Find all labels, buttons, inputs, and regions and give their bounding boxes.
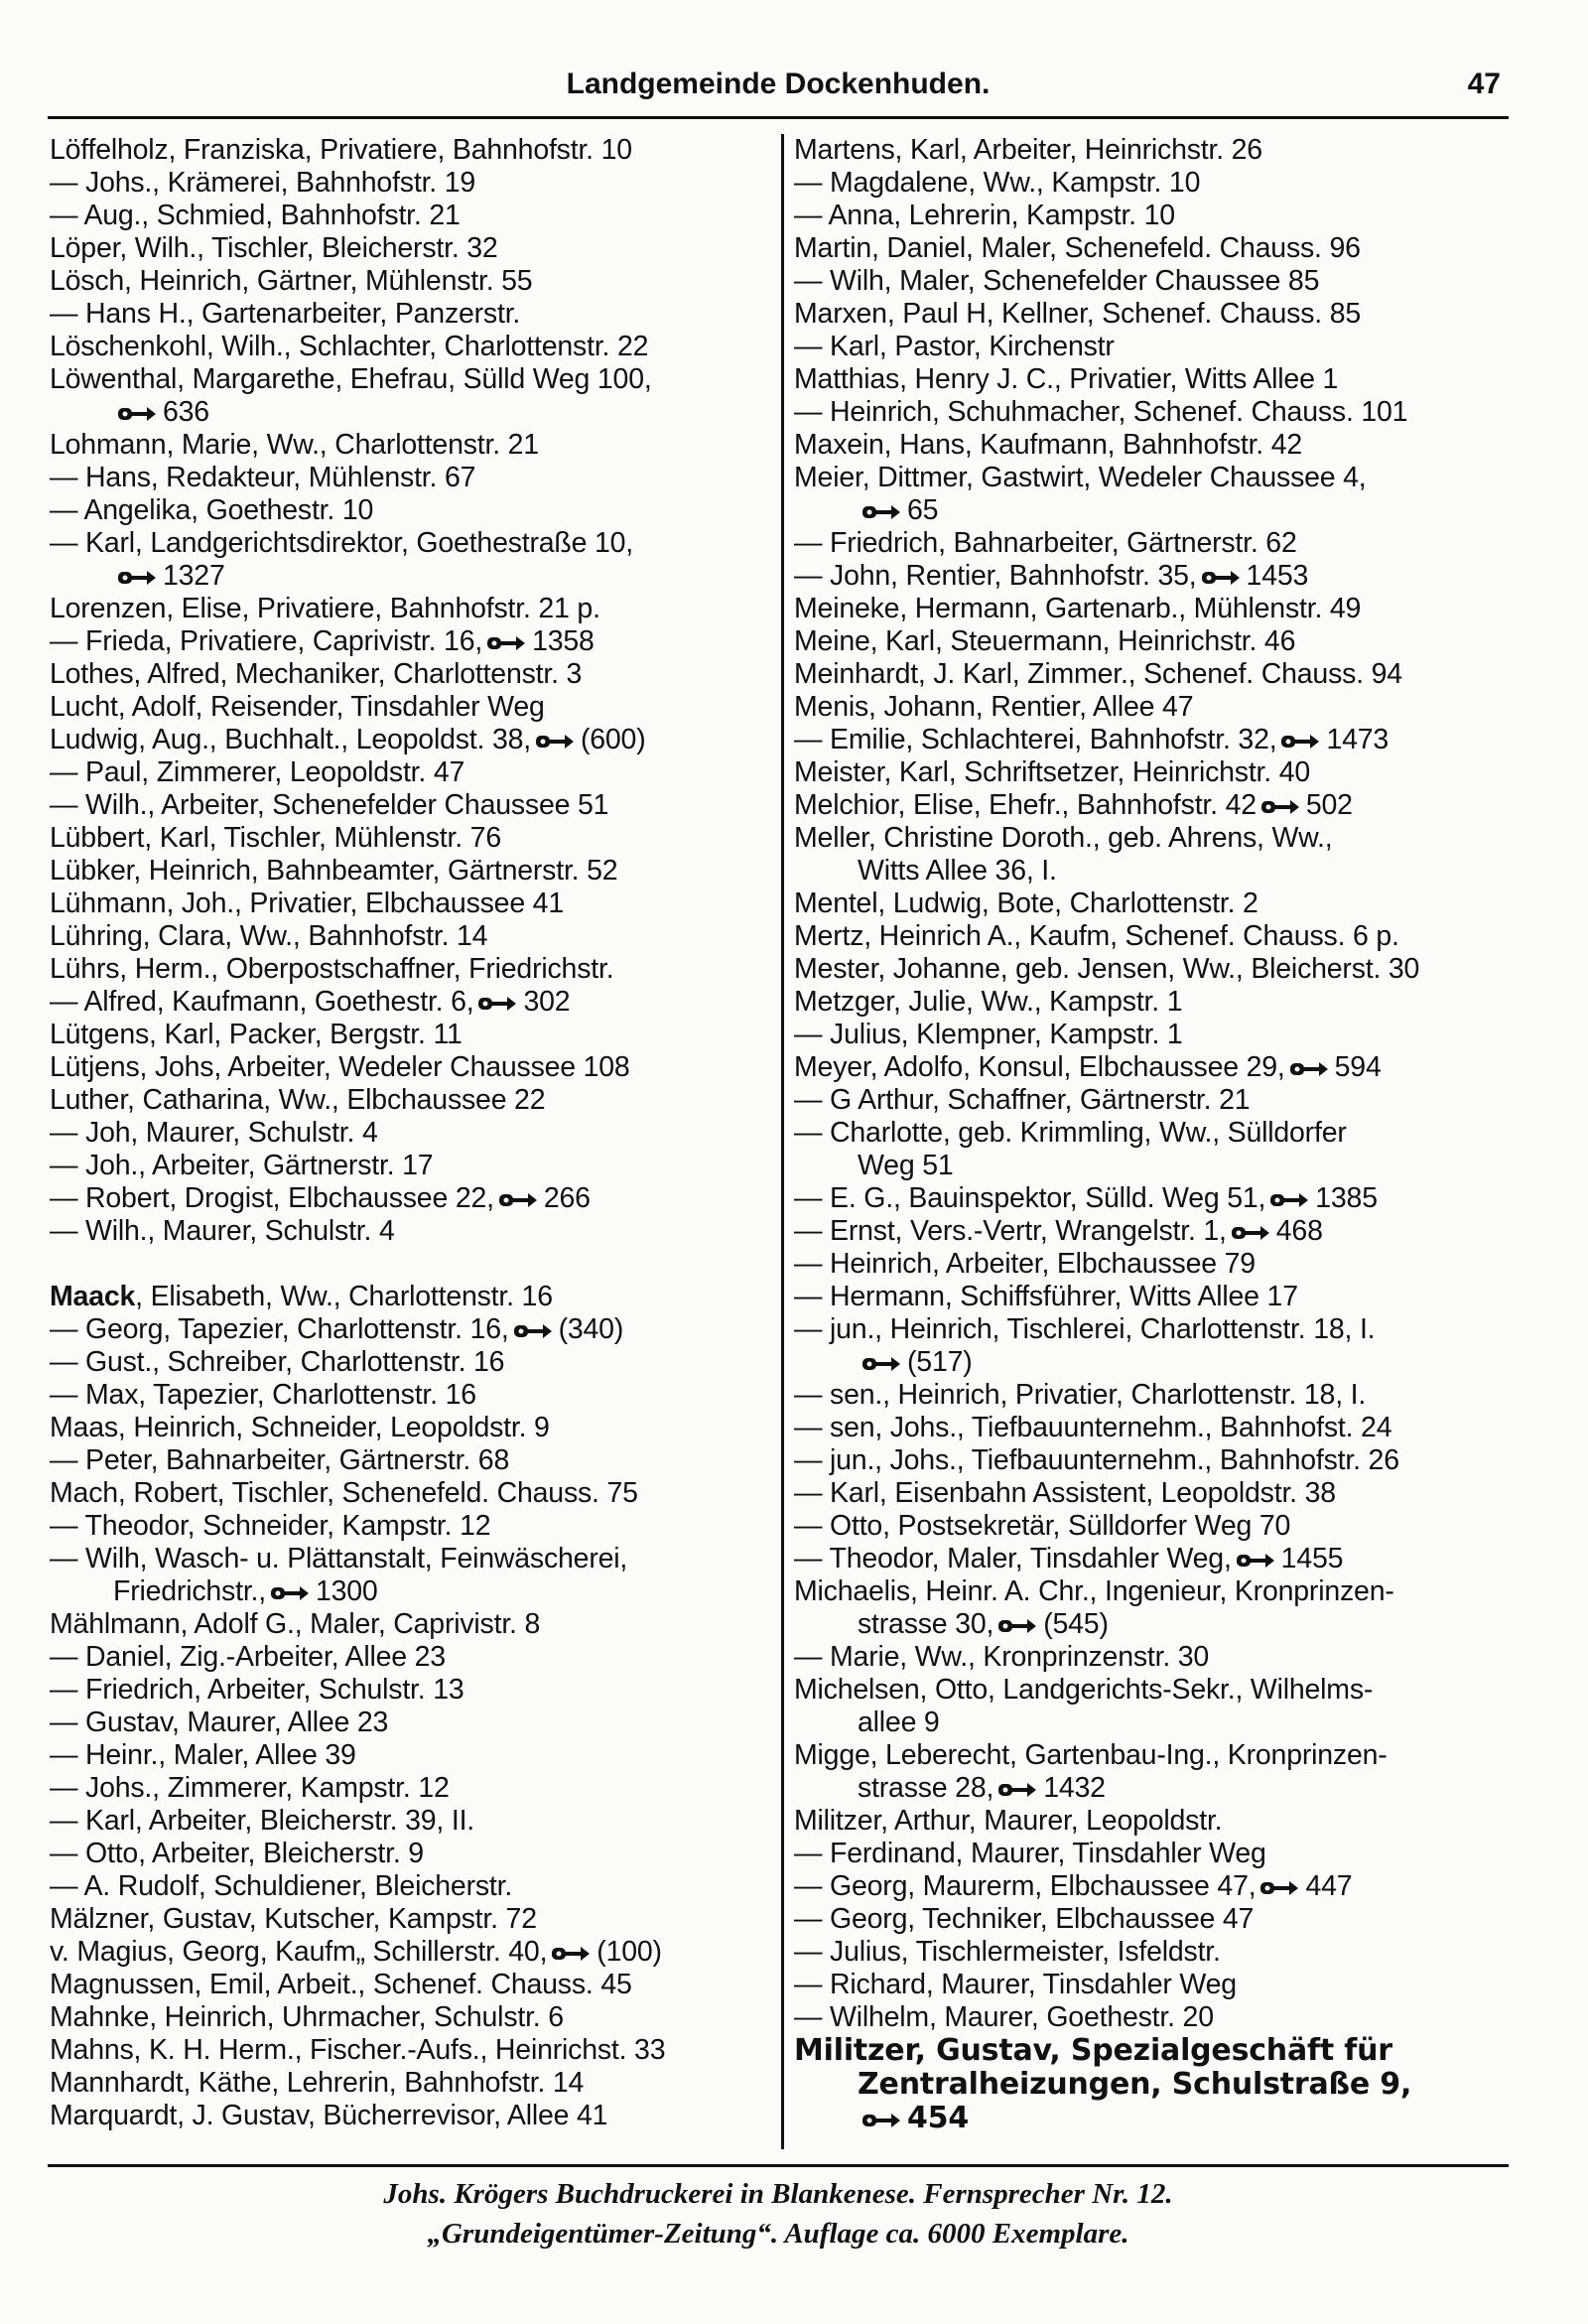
directory-entry bbox=[50, 167, 774, 200]
entry-text: Matthias, Henry J. C., Privatier, Witts Allee 1 bbox=[794, 363, 1339, 395]
entry-text: — Anna, Lehrerin, Kampstr. 10 bbox=[794, 200, 1175, 231]
entry-text: — Daniel, Zig.-Arbeiter, Allee 23 bbox=[50, 1641, 446, 1673]
entry-text: — Angelika, Goethestr. 10 bbox=[50, 494, 374, 526]
entry-text: — Otto, Arbeiter, Bleicherstr. 9 bbox=[50, 1838, 424, 1869]
telephone-icon bbox=[1201, 568, 1241, 588]
directory-entry bbox=[50, 888, 774, 920]
directory-entry bbox=[794, 2001, 1538, 2034]
directory-entry bbox=[794, 1182, 1538, 1215]
directory-entry bbox=[794, 167, 1538, 200]
directory-entry bbox=[50, 1051, 774, 1084]
telephone-icon bbox=[861, 502, 901, 522]
directory-entry bbox=[794, 494, 1538, 527]
directory-entry bbox=[50, 2067, 774, 2100]
phone-number: (517) bbox=[907, 1346, 973, 1378]
entry-text: Lübbert, Karl, Tischler, Mühlenstr. 76 bbox=[50, 822, 501, 854]
directory-entry bbox=[50, 200, 774, 232]
directory-entry bbox=[794, 789, 1538, 822]
entry-text: — Heinr., Maler, Allee 39 bbox=[50, 1739, 356, 1771]
entry-text: Meller, Christine Doroth., geb. Ahrens, Ww., bbox=[794, 822, 1333, 854]
directory-entry bbox=[50, 1117, 774, 1150]
directory-entry bbox=[50, 756, 774, 789]
entry-text: — A. Rudolf, Schuldiener, Bleicherstr. bbox=[50, 1870, 513, 1902]
directory-entry bbox=[50, 134, 774, 167]
directory-entry bbox=[50, 1608, 774, 1641]
directory-entry bbox=[50, 396, 774, 429]
directory-entry bbox=[50, 691, 774, 724]
directory-entry bbox=[50, 429, 774, 462]
directory-entry bbox=[50, 658, 774, 691]
entry-text: Mester, Johanne, geb. Jensen, Ww., Bleicherst. 30 bbox=[794, 953, 1420, 985]
entry-text: Lührs, Herm., Oberpostschaffner, Friedrichstr. bbox=[50, 953, 614, 985]
entry-text: Maack, Elisabeth, Ww., Charlottenstr. 16 bbox=[50, 1281, 553, 1312]
advertisement bbox=[794, 2034, 1538, 2135]
section-gap bbox=[50, 1248, 774, 1281]
entry-text: — jun., Johs., Tiefbauunternehm., Bahnhofstr. 26 bbox=[794, 1444, 1399, 1476]
directory-entry bbox=[50, 1510, 774, 1543]
entry-text: Ludwig, Aug., Buchhalt., Leopoldst. 38, bbox=[50, 724, 531, 755]
directory-entry bbox=[50, 2001, 774, 2034]
entry-text: Menis, Johann, Rentier, Allee 47 bbox=[794, 691, 1194, 723]
printer-footer bbox=[48, 2174, 1509, 2254]
telephone-icon bbox=[861, 1354, 901, 1374]
entry-text: — Johs., Krämerei, Bahnhofstr. 19 bbox=[50, 167, 476, 199]
directory-entry bbox=[794, 724, 1538, 756]
entry-text: Lothes, Alfred, Mechaniker, Charlottenstr. 3 bbox=[50, 658, 583, 690]
entry-text: Löffelholz, Franziska, Privatiere, Bahnhofstr. 10 bbox=[50, 134, 632, 166]
entry-text: strasse 28, bbox=[858, 1772, 994, 1804]
directory-entry bbox=[794, 1936, 1538, 1969]
entry-text: Lühmann, Joh., Privatier, Elbchaussee 41 bbox=[50, 888, 564, 919]
telephone-icon bbox=[997, 1780, 1037, 1800]
directory-entry bbox=[50, 1412, 774, 1444]
directory-entry bbox=[794, 1281, 1538, 1313]
ad-line-1: Militzer, Gustav, Spezialgeschäft für bbox=[794, 2033, 1392, 2068]
directory-entry bbox=[794, 298, 1538, 331]
telephone-icon bbox=[997, 1616, 1037, 1636]
directory-entry bbox=[794, 691, 1538, 724]
entry-text: Lohmann, Marie, Ww., Charlottenstr. 21 bbox=[50, 429, 539, 461]
entry-text: Lübker, Heinrich, Bahnbeamter, Gärtnerstr. 52 bbox=[50, 855, 618, 887]
entry-text: Martin, Daniel, Maler, Schenefeld. Chauss. 96 bbox=[794, 232, 1361, 264]
entry-text: — Wilh, Wasch- u. Plättanstalt, Feinwäscherei, bbox=[50, 1543, 628, 1574]
entry-text: — Julius, Tischlermeister, Isfeldstr. bbox=[794, 1936, 1221, 1968]
directory-entry bbox=[50, 1870, 774, 1903]
telephone-icon bbox=[486, 633, 526, 653]
directory-entry bbox=[794, 1543, 1538, 1575]
directory-entry bbox=[50, 1281, 774, 1313]
entry-text: Meinhardt, J. Karl, Zimmer., Schenef. Chauss. 94 bbox=[794, 658, 1402, 690]
entry-text: — Max, Tapezier, Charlottenstr. 16 bbox=[50, 1379, 476, 1411]
directory-entry bbox=[50, 1313, 774, 1346]
directory-entry bbox=[50, 1969, 774, 2001]
page-number: 47 bbox=[1467, 68, 1501, 100]
telephone-icon bbox=[117, 568, 157, 588]
entry-text: — Joh, Maurer, Schulstr. 4 bbox=[50, 1117, 378, 1149]
entry-text: — Georg, Techniker, Elbchaussee 47 bbox=[794, 1903, 1255, 1935]
directory-entry bbox=[794, 1510, 1538, 1543]
phone-number: 1473 bbox=[1326, 724, 1390, 755]
directory-entry bbox=[50, 1838, 774, 1870]
entry-text: Melchior, Elise, Ehefr., Bahnhofstr. 42 bbox=[794, 789, 1257, 821]
entry-text: — G Arthur, Schaffner, Gärtnerstr. 21 bbox=[794, 1084, 1251, 1116]
entry-text: Mälzner, Gustav, Kutscher, Kampstr. 72 bbox=[50, 1903, 537, 1935]
directory-entry bbox=[50, 1379, 774, 1412]
entry-text: — Hans, Redakteur, Mühlenstr. 67 bbox=[50, 462, 476, 493]
directory-entry bbox=[794, 920, 1538, 953]
entry-text: Löschenkohl, Wilh., Schlachter, Charlottenstr. 22 bbox=[50, 331, 649, 362]
directory-entry bbox=[794, 1838, 1538, 1870]
directory-entry bbox=[50, 1346, 774, 1379]
directory-entry bbox=[50, 1084, 774, 1117]
directory-entry bbox=[794, 429, 1538, 462]
entry-text: — Magdalene, Ww., Kampstr. 10 bbox=[794, 167, 1201, 199]
entry-text: Meier, Dittmer, Gastwirt, Wedeler Chaussee 4, bbox=[794, 462, 1367, 493]
entry-text: — Ernst, Vers.-Vertr, Wrangelstr. 1, bbox=[794, 1215, 1227, 1247]
entry-text: Meine, Karl, Steuermann, Heinrichstr. 46 bbox=[794, 625, 1296, 657]
phone-number: 468 bbox=[1275, 1215, 1323, 1247]
entry-text: Mahnke, Heinrich, Uhrmacher, Schulstr. 6 bbox=[50, 2001, 564, 2033]
entry-text: — Theodor, Schneider, Kampstr. 12 bbox=[50, 1510, 491, 1542]
directory-entry bbox=[794, 1379, 1538, 1412]
telephone-icon bbox=[535, 732, 575, 752]
right-column bbox=[794, 134, 1538, 2135]
directory-entry bbox=[50, 363, 774, 396]
directory-entry bbox=[50, 494, 774, 527]
directory-entry bbox=[50, 1674, 774, 1707]
directory-entry bbox=[50, 986, 774, 1019]
header-rule bbox=[48, 116, 1509, 119]
entry-text: — sen., Heinrich, Privatier, Charlottenstr. 18, I. bbox=[794, 1379, 1367, 1411]
entry-text: — jun., Heinrich, Tischlerei, Charlottenstr. 18, I. bbox=[794, 1313, 1376, 1345]
ad-line-2: Zentralheizungen, Schulstraße 9, bbox=[858, 2067, 1412, 2102]
entry-text: Lühring, Clara, Ww., Bahnhofstr. 14 bbox=[50, 920, 488, 952]
directory-entry bbox=[794, 1674, 1538, 1707]
entry-text: — E. G., Bauinspektor, Sülld. Weg 51, bbox=[794, 1182, 1266, 1214]
telephone-icon bbox=[1280, 732, 1320, 752]
entry-text: — Hermann, Schiffsführer, Witts Allee 17 bbox=[794, 1281, 1298, 1312]
phone-number: (100) bbox=[596, 1936, 662, 1968]
directory-entry bbox=[50, 462, 774, 494]
telephone-icon bbox=[1259, 1878, 1299, 1898]
entry-text: Luther, Catharina, Ww., Elbchaussee 22 bbox=[50, 1084, 546, 1116]
footer-line-2: „Grundeigentümer-Zeitung“. Auflage ca. 6000 Exemplare. bbox=[427, 2218, 1129, 2250]
directory-entry bbox=[50, 789, 774, 822]
entry-text: — Paul, Zimmerer, Leopoldstr. 47 bbox=[50, 756, 465, 788]
footer-rule bbox=[48, 2164, 1509, 2167]
entry-text: — Friedrich, Arbeiter, Schulstr. 13 bbox=[50, 1674, 464, 1706]
entry-text: Friedrichstr., bbox=[113, 1575, 266, 1607]
entry-text: — Frieda, Privatiere, Caprivistr. 16, bbox=[50, 625, 483, 657]
directory-entry bbox=[50, 1739, 774, 1772]
directory-entry bbox=[794, 560, 1538, 593]
entry-text: — Georg, Tapezier, Charlottenstr. 16, bbox=[50, 1313, 509, 1345]
directory-entry bbox=[50, 2100, 774, 2132]
directory-entry bbox=[50, 1150, 774, 1182]
entry-text: Mertz, Heinrich A., Kaufm, Schenef. Chauss. 6 p. bbox=[794, 920, 1399, 952]
entry-text: — Karl, Eisenbahn Assistent, Leopoldstr. 38 bbox=[794, 1477, 1336, 1509]
phone-number: (545) bbox=[1043, 1608, 1109, 1640]
entry-text: Lütgens, Karl, Packer, Bergstr. 11 bbox=[50, 1019, 463, 1050]
phone-number: 1300 bbox=[315, 1575, 378, 1607]
telephone-icon bbox=[498, 1190, 538, 1210]
entry-text: Löper, Wilh., Tischler, Bleicherstr. 32 bbox=[50, 232, 498, 264]
directory-entry bbox=[794, 1575, 1538, 1608]
phone-number: 302 bbox=[523, 986, 571, 1018]
entry-text: — Wilh., Arbeiter, Schenefelder Chaussee 51 bbox=[50, 789, 609, 821]
entry-text: — Aug., Schmied, Bahnhofstr. 21 bbox=[50, 200, 461, 231]
phone-number: 1385 bbox=[1315, 1182, 1378, 1214]
entry-text: Meyer, Adolfo, Konsul, Elbchaussee 29, bbox=[794, 1051, 1285, 1083]
entry-text: — Joh., Arbeiter, Gärtnerstr. 17 bbox=[50, 1150, 434, 1181]
entry-text: Magnussen, Emil, Arbeit., Schenef. Chauss. 45 bbox=[50, 1969, 632, 2000]
directory-entry bbox=[50, 1543, 774, 1575]
directory-entry bbox=[794, 1051, 1538, 1084]
telephone-icon bbox=[117, 404, 157, 424]
directory-entry bbox=[794, 822, 1538, 855]
entry-text: — Wilh., Maurer, Schulstr. 4 bbox=[50, 1215, 395, 1247]
directory-entry bbox=[50, 265, 774, 298]
entry-text: — Marie, Ww., Kronprinzenstr. 30 bbox=[794, 1641, 1210, 1673]
directory-entry bbox=[794, 1477, 1538, 1510]
directory-entry bbox=[50, 920, 774, 953]
left-column bbox=[50, 134, 774, 2132]
phone-number: 65 bbox=[907, 494, 939, 526]
page-title: Landgemeinde Dockenhuden. bbox=[566, 68, 991, 100]
entry-text: Lösch, Heinrich, Gärtner, Mühlenstr. 55 bbox=[50, 265, 533, 297]
entry-text: Mentel, Ludwig, Bote, Charlottenstr. 2 bbox=[794, 888, 1258, 919]
entry-text: Weg 51 bbox=[858, 1150, 954, 1181]
entry-text: Migge, Leberecht, Gartenbau-Ing., Kronprinzen- bbox=[794, 1739, 1388, 1771]
entry-text: Michaelis, Heinr. A. Chr., Ingenieur, Kronprinzen- bbox=[794, 1575, 1394, 1607]
directory-entry bbox=[794, 232, 1538, 265]
directory-entry bbox=[794, 200, 1538, 232]
entry-text: — Georg, Maurerm, Elbchaussee 47, bbox=[794, 1870, 1257, 1902]
directory-entry bbox=[794, 953, 1538, 986]
entry-text: Mahns, K. H. Herm., Fischer.-Aufs., Heinrichst. 33 bbox=[50, 2034, 666, 2066]
phone-number: (600) bbox=[580, 724, 646, 755]
footer-line-1: Johs. Krögers Buchdruckerei in Blankenese. Fernsprecher Nr. 12. bbox=[383, 2178, 1173, 2210]
directory-entry bbox=[50, 1805, 774, 1838]
directory-entry bbox=[794, 1313, 1538, 1346]
entry-text: — Charlotte, geb. Krimmling, Ww., Sülldorfer bbox=[794, 1117, 1347, 1149]
directory-entry bbox=[50, 527, 774, 560]
phone-number: 447 bbox=[1305, 1870, 1353, 1902]
entry-text: — Alfred, Kaufmann, Goethestr. 6, bbox=[50, 986, 474, 1018]
phone-number: (340) bbox=[558, 1313, 624, 1345]
directory-entry bbox=[50, 953, 774, 986]
directory-entry bbox=[794, 888, 1538, 920]
directory-entry bbox=[794, 1248, 1538, 1281]
entry-text: — Richard, Maurer, Tinsdahler Weg bbox=[794, 1969, 1237, 2000]
entry-text: — Heinrich, Schuhmacher, Schenef. Chauss. 101 bbox=[794, 396, 1408, 428]
telephone-icon bbox=[1289, 1059, 1329, 1079]
phone-number: 1432 bbox=[1043, 1772, 1106, 1804]
directory-entry bbox=[794, 1707, 1538, 1739]
entry-text: — Karl, Landgerichtsdirektor, Goethestraße 10, bbox=[50, 527, 634, 559]
directory-entry bbox=[794, 756, 1538, 789]
directory-entry bbox=[794, 1870, 1538, 1903]
directory-entry bbox=[50, 1707, 774, 1739]
entry-text: Marxen, Paul H, Kellner, Schenef. Chauss. 85 bbox=[794, 298, 1362, 330]
directory-entry bbox=[50, 724, 774, 756]
phone-number: 502 bbox=[1305, 789, 1353, 821]
directory-entry bbox=[794, 1969, 1538, 2001]
directory-entry bbox=[794, 265, 1538, 298]
directory-entry bbox=[794, 625, 1538, 658]
directory-entry bbox=[50, 560, 774, 593]
entry-text: Maas, Heinrich, Schneider, Leopoldstr. 9 bbox=[50, 1412, 550, 1443]
entry-text: — Karl, Pastor, Kirchenstr bbox=[794, 331, 1115, 362]
directory-entry bbox=[50, 1444, 774, 1477]
directory-entry bbox=[794, 1739, 1538, 1772]
ad-phone-line bbox=[794, 2102, 1538, 2135]
phone-number: 1455 bbox=[1280, 1543, 1344, 1574]
entry-text: — Ferdinand, Maurer, Tinsdahler Weg bbox=[794, 1838, 1266, 1869]
telephone-icon bbox=[1260, 797, 1300, 817]
entry-text: Mach, Robert, Tischler, Schenefeld. Chauss. 75 bbox=[50, 1477, 638, 1509]
entry-text: — Friedrich, Bahnarbeiter, Gärtnerstr. 62 bbox=[794, 527, 1297, 559]
entry-text: — John, Rentier, Bahnhofstr. 35, bbox=[794, 560, 1197, 592]
ad-phone-number: 454 bbox=[907, 2101, 970, 2135]
entry-text: — Julius, Klempner, Kampstr. 1 bbox=[794, 1019, 1183, 1050]
directory-entry bbox=[794, 363, 1538, 396]
directory-entry bbox=[50, 2034, 774, 2067]
entry-text: Mählmann, Adolf G., Maler, Caprivistr. 8 bbox=[50, 1608, 541, 1640]
entry-text: Mannhardt, Käthe, Lehrerin, Bahnhofstr. 14 bbox=[50, 2067, 585, 2099]
telephone-icon bbox=[1269, 1190, 1309, 1210]
entry-text: Lütjens, Johs, Arbeiter, Wedeler Chaussee 108 bbox=[50, 1051, 630, 1083]
directory-entry bbox=[50, 625, 774, 658]
page-header bbox=[48, 60, 1509, 109]
entry-text: allee 9 bbox=[858, 1707, 940, 1738]
directory-entry bbox=[50, 1772, 774, 1805]
entry-text: — Peter, Bahnarbeiter, Gärtnerstr. 68 bbox=[50, 1444, 510, 1476]
entry-text: Meister, Karl, Schriftsetzer, Heinrichstr. 40 bbox=[794, 756, 1311, 788]
directory-entry bbox=[794, 331, 1538, 363]
directory-entry bbox=[50, 1936, 774, 1969]
entry-text: — Otto, Postsekretär, Sülldorfer Weg 70 bbox=[794, 1510, 1291, 1542]
entry-text: — Heinrich, Arbeiter, Elbchaussee 79 bbox=[794, 1248, 1256, 1280]
directory-entry bbox=[50, 593, 774, 625]
directory-entry bbox=[794, 658, 1538, 691]
entry-text: — Gust., Schreiber, Charlottenstr. 16 bbox=[50, 1346, 505, 1378]
phone-number: 266 bbox=[543, 1182, 591, 1214]
phone-number: 1453 bbox=[1246, 560, 1309, 592]
directory-entry bbox=[794, 1117, 1538, 1150]
entry-text: Meineke, Hermann, Gartenarb., Mühlenstr. 49 bbox=[794, 593, 1362, 624]
entry-text: — Karl, Arbeiter, Bleicherstr. 39, II. bbox=[50, 1805, 474, 1837]
directory-entry bbox=[50, 1019, 774, 1051]
directory-entry bbox=[794, 1608, 1538, 1641]
telephone-icon bbox=[1231, 1223, 1270, 1243]
entry-text: Lucht, Adolf, Reisender, Tinsdahler Weg bbox=[50, 691, 545, 723]
directory-entry bbox=[794, 1019, 1538, 1051]
entry-text: Lorenzen, Elise, Privatiere, Bahnhofstr. 21 p. bbox=[50, 593, 600, 624]
directory-entry bbox=[794, 134, 1538, 167]
phone-number: 594 bbox=[1334, 1051, 1382, 1083]
directory-entry bbox=[50, 331, 774, 363]
directory-entry bbox=[794, 1805, 1538, 1838]
directory-entry bbox=[794, 1084, 1538, 1117]
directory-entry bbox=[50, 1182, 774, 1215]
directory-entry bbox=[794, 462, 1538, 494]
entry-text: — Wilh, Maler, Schenefelder Chaussee 85 bbox=[794, 265, 1320, 297]
telephone-icon bbox=[513, 1321, 553, 1341]
entry-text: Löwenthal, Margarethe, Ehefrau, Sülld Weg 100, bbox=[50, 363, 652, 395]
entry-text: — Hans H., Gartenarbeiter, Panzerstr. bbox=[50, 298, 521, 330]
entry-text: Michelsen, Otto, Landgerichts-Sekr., Wilhelms- bbox=[794, 1674, 1374, 1706]
phone-number: 636 bbox=[163, 396, 209, 428]
entry-text: Metzger, Julie, Ww., Kampstr. 1 bbox=[794, 986, 1183, 1018]
directory-entry bbox=[794, 986, 1538, 1019]
directory-entry bbox=[794, 396, 1538, 429]
directory-entry bbox=[50, 822, 774, 855]
entry-text: Witts Allee 36, I. bbox=[858, 855, 1057, 887]
entry-text: — Johs., Zimmerer, Kampstr. 12 bbox=[50, 1772, 450, 1804]
telephone-icon bbox=[1236, 1551, 1275, 1571]
directory-entry bbox=[50, 298, 774, 331]
entry-text: Martens, Karl, Arbeiter, Heinrichstr. 26 bbox=[794, 134, 1262, 166]
entry-text: v. Magius, Georg, Kaufm„ Schillerstr. 40, bbox=[50, 1936, 548, 1968]
directory-entry bbox=[794, 1444, 1538, 1477]
directory-entry bbox=[794, 855, 1538, 888]
directory-entry bbox=[794, 1412, 1538, 1444]
directory-entry bbox=[794, 527, 1538, 560]
entry-text: — Theodor, Maler, Tinsdahler Weg, bbox=[794, 1543, 1232, 1574]
directory-entry bbox=[794, 1150, 1538, 1182]
column-divider bbox=[781, 134, 784, 2149]
directory-entry bbox=[50, 232, 774, 265]
directory-entry bbox=[50, 1575, 774, 1608]
directory-entry bbox=[50, 1903, 774, 1936]
directory-entry bbox=[50, 855, 774, 888]
entry-text: — Robert, Drogist, Elbchaussee 22, bbox=[50, 1182, 494, 1214]
directory-entry bbox=[794, 1772, 1538, 1805]
entry-text: Maxein, Hans, Kaufmann, Bahnhofstr. 42 bbox=[794, 429, 1303, 461]
entry-text: — Emilie, Schlachterei, Bahnhofstr. 32, bbox=[794, 724, 1277, 755]
directory-entry bbox=[50, 1215, 774, 1248]
directory-entry bbox=[794, 1641, 1538, 1674]
telephone-icon bbox=[861, 2111, 901, 2130]
entry-text: — Gustav, Maurer, Allee 23 bbox=[50, 1707, 389, 1738]
telephone-icon bbox=[270, 1583, 310, 1603]
directory-entry bbox=[794, 1903, 1538, 1936]
directory-entry bbox=[50, 1477, 774, 1510]
entry-text: strasse 30, bbox=[858, 1608, 994, 1640]
directory-entry bbox=[794, 1215, 1538, 1248]
directory-entry bbox=[794, 593, 1538, 625]
entry-text: — sen, Johs., Tiefbauunternehm., Bahnhofst. 24 bbox=[794, 1412, 1392, 1443]
phone-number: 1358 bbox=[532, 625, 595, 657]
telephone-icon bbox=[551, 1944, 591, 1964]
phone-number: 1327 bbox=[163, 560, 225, 592]
telephone-icon bbox=[477, 994, 517, 1014]
directory-entry bbox=[794, 1346, 1538, 1379]
entry-text: Marquardt, J. Gustav, Bücherrevisor, Allee 41 bbox=[50, 2100, 608, 2131]
entry-text: Militzer, Arthur, Maurer, Leopoldstr. bbox=[794, 1805, 1223, 1837]
directory-entry bbox=[50, 1641, 774, 1674]
entry-text: — Wilhelm, Maurer, Goethestr. 20 bbox=[794, 2001, 1214, 2033]
